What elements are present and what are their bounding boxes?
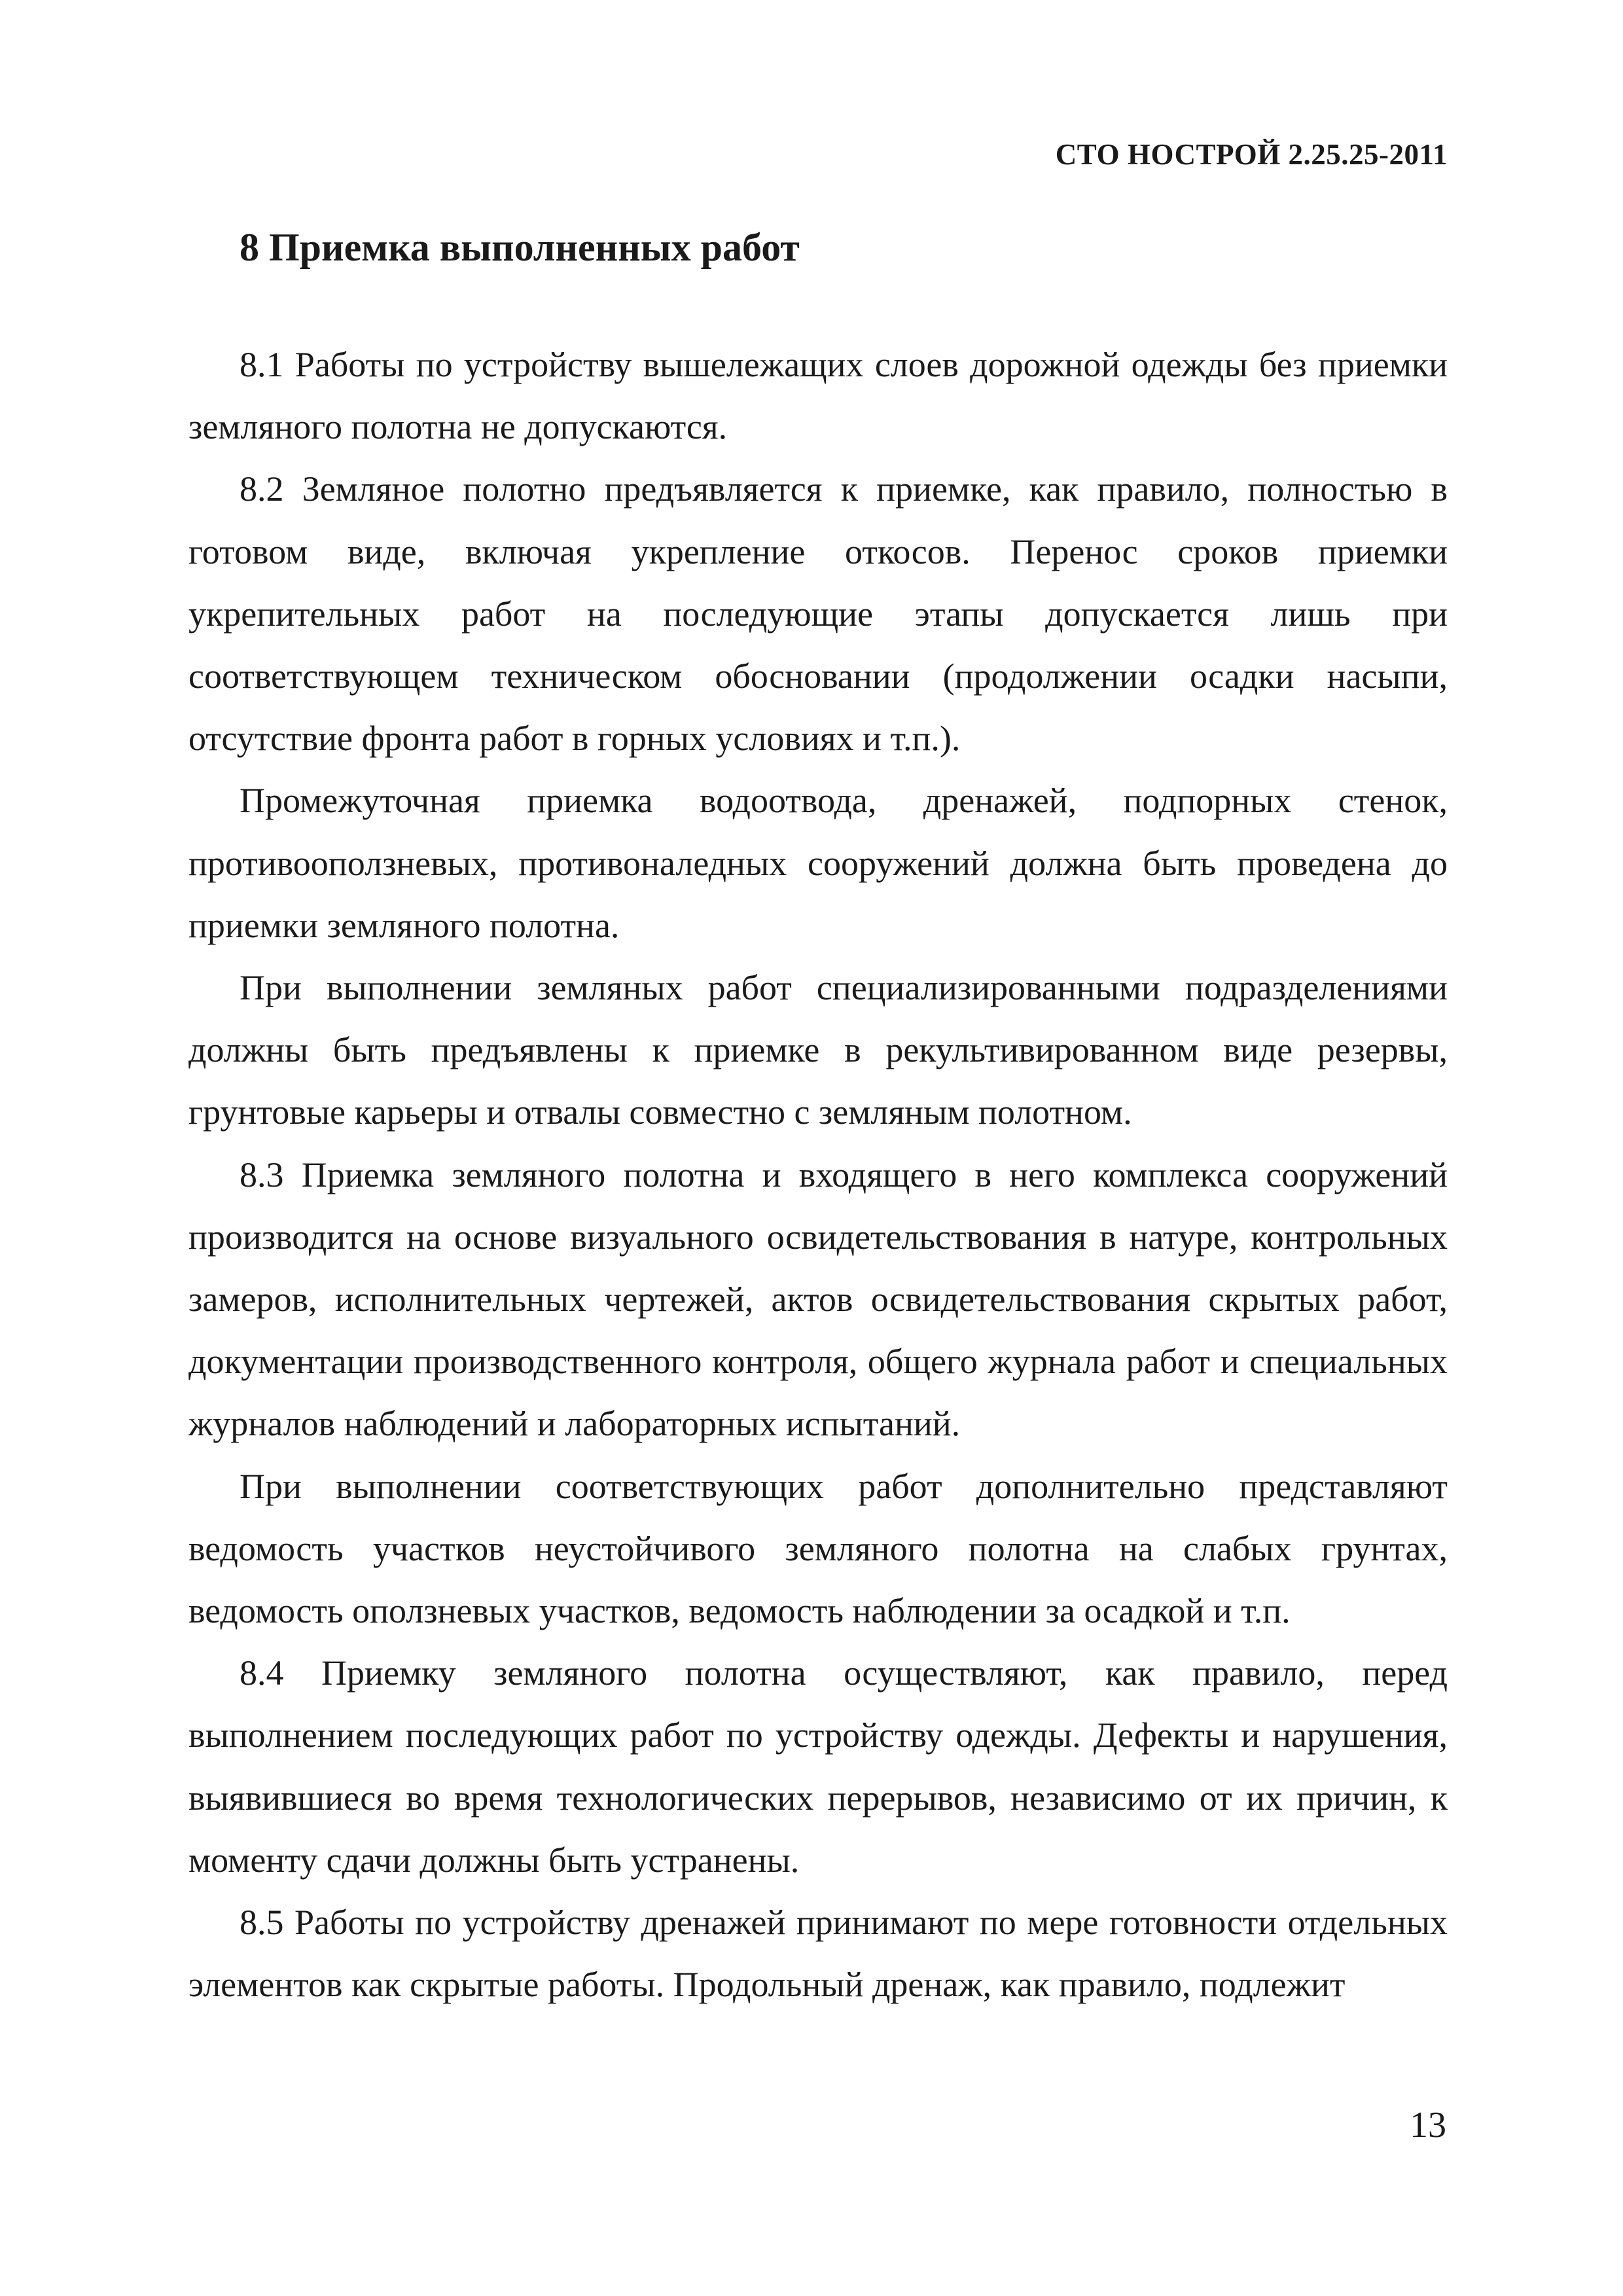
- paragraph-8-1: 8.1 Работы по устройству вышележащих слоев дорожной одежды без приемки земляного полотна не допускаются.: [188, 345, 1448, 447]
- page-number: 13: [1410, 2105, 1446, 2145]
- paragraph-additional-statements: При выполнении соответствующих работ дополнительно представляют ведомость участков неустойчивого земляного полотна на слабых грунтах, ведомость оползневых участков, ведомость наблюдении за осадкой и т.п.: [188, 1466, 1448, 1631]
- paragraph-8-2: 8.2 Земляное полотно предъявляется к приемке, как правило, полностью в готовом виде, включая укрепление откосов. Перенос сроков приемки укрепительных работ на последующие этапы допускается лишь при соответствующем техническом обосновании (продолжении осадки насыпи, отсутствие фронта работ в горных условиях и т.п.).: [188, 469, 1448, 759]
- document-code-header: СТО НОСТРОЙ 2.25.25-2011: [1055, 138, 1448, 171]
- paragraph-specialized-units: При выполнении земляных работ специализированными подразделениями должны быть предъявлены к приемке в рекультивированном виде резервы, грунтовые карьеры и отвалы совместно с земляным полотном.: [188, 968, 1448, 1132]
- paragraph-8-5: 8.5 Работы по устройству дренажей принимают по мере готовности отдельных элементов как скрытые работы. Продольный дренаж, как правило, подлежит: [188, 1903, 1448, 2005]
- paragraph-intermediate-acceptance: Промежуточная приемка водоотвода, дренажей, подпорных стенок, противооползневых, противоналедных сооружений должна быть проведена до приемки земляного полотна.: [188, 781, 1448, 945]
- body-text: [188, 334, 1448, 2016]
- section-title: 8 Приемка выполненных работ: [240, 226, 800, 269]
- paragraph-8-3: 8.3 Приемка земляного полотна и входящего в него комплекса сооружений производится на основе визуального освидетельствования в натуре, контрольных замеров, исполнительных чертежей, актов освидетельствования скрытых работ, документации производственного контроля, общего журнала работ и специальных журналов наблюдений и лабораторных испытаний.: [188, 1155, 1448, 1444]
- paragraph-8-4: 8.4 Приемку земляного полотна осуществляют, как правило, перед выполнением последующих работ по устройству одежды. Дефекты и нарушения, выявившиеся во время технологических перерывов, независимо от их причин, к моменту сдачи должны быть устранены.: [188, 1653, 1448, 1880]
